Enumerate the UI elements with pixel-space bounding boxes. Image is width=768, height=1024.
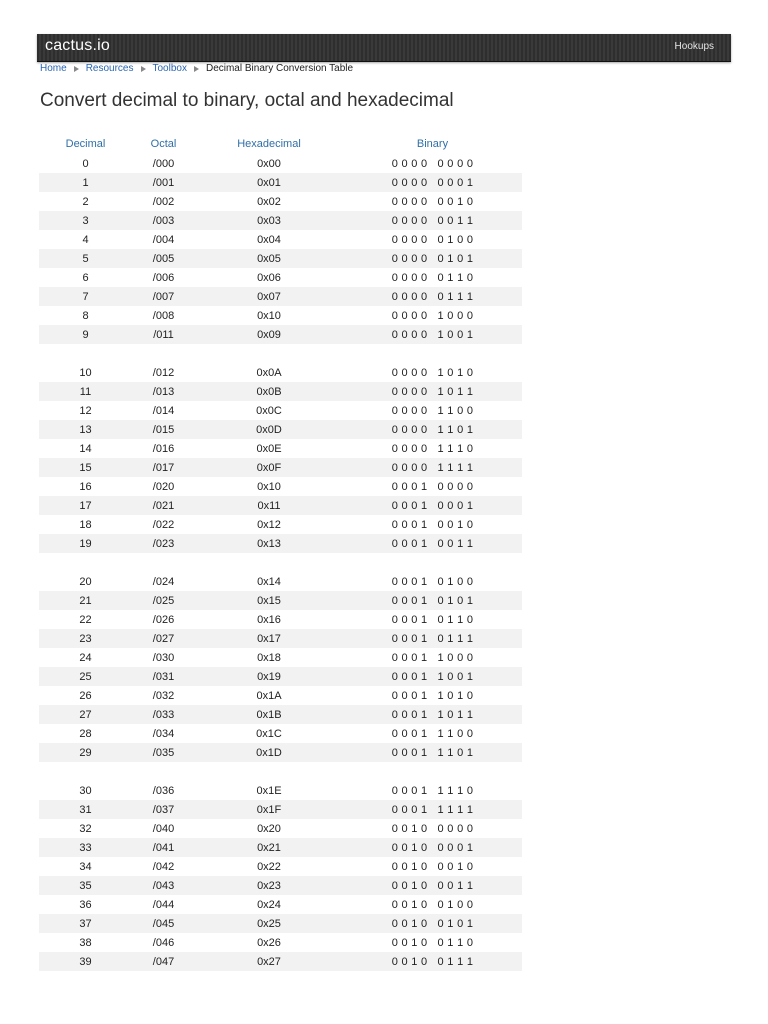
table-row (39, 648, 522, 667)
cell-decimal: 29 (39, 743, 132, 762)
chevron-right-icon (74, 66, 79, 72)
cell-decimal: 25 (39, 667, 132, 686)
table-row (39, 800, 522, 819)
cell-decimal: 17 (39, 496, 132, 515)
cell-octal: /016 (152, 442, 175, 455)
breadcrumb-resources[interactable]: Resources (85, 63, 134, 74)
cell-binary: 0 0 1 0 0 0 1 1 (343, 876, 522, 895)
cell-hexadecimal: 0x21 (195, 838, 343, 857)
cell-binary: 0 0 0 0 0 0 0 1 (343, 173, 522, 192)
cell-hexadecimal: 0x1C (256, 727, 282, 740)
cell-octal: /001 (132, 173, 195, 192)
cell-binary: 0 0 0 1 0 1 1 1 (343, 629, 522, 648)
table-row (39, 249, 522, 268)
cell-octal: /002 (152, 195, 175, 208)
cell-octal: /024 (152, 575, 175, 588)
cell-octal: /037 (132, 800, 195, 819)
cell-binary: 0 0 0 0 0 1 1 0 (391, 271, 474, 284)
cell-octal: /013 (132, 382, 195, 401)
cell-decimal: 23 (39, 629, 132, 648)
table-row (39, 382, 522, 401)
table-row (39, 857, 522, 876)
cell-hexadecimal: 0x18 (257, 651, 281, 664)
cell-octal: /011 (132, 325, 195, 344)
cell-hexadecimal: 0x03 (195, 211, 343, 230)
cell-binary: 0 0 1 0 0 0 0 0 (391, 822, 474, 835)
cell-octal: /014 (152, 404, 175, 417)
cell-hexadecimal: 0x17 (195, 629, 343, 648)
cell-hexadecimal: 0x02 (257, 195, 281, 208)
cell-decimal: 4 (82, 233, 89, 246)
cell-hexadecimal: 0x12 (257, 518, 281, 531)
nav-link-hookups[interactable]: Hookups (674, 41, 714, 52)
site-logo[interactable]: cactus.io (45, 37, 110, 54)
cell-octal: /043 (132, 876, 195, 895)
table-row (39, 211, 522, 230)
cell-decimal: 3 (39, 211, 132, 230)
table-row (39, 192, 522, 211)
cell-octal: /005 (132, 249, 195, 268)
cell-binary: 0 0 1 0 0 1 1 0 (391, 936, 474, 949)
cell-octal: /045 (132, 914, 195, 933)
table-row (39, 705, 522, 724)
cell-decimal: 39 (39, 952, 132, 971)
cell-decimal: 9 (39, 325, 132, 344)
cell-decimal: 37 (39, 914, 132, 933)
table-row (39, 363, 522, 382)
cell-octal: /020 (152, 480, 175, 493)
cell-hexadecimal: 0x04 (257, 233, 281, 246)
cell-binary: 0 0 1 0 0 0 0 1 (343, 838, 522, 857)
cell-octal: /004 (152, 233, 175, 246)
table-row (39, 743, 522, 762)
table-row (39, 610, 522, 629)
cell-decimal: 26 (79, 689, 92, 702)
cell-octal: /044 (152, 898, 175, 911)
cell-decimal: 27 (39, 705, 132, 724)
cell-hexadecimal: 0x01 (195, 173, 343, 192)
cell-binary: 0 0 0 1 0 1 0 1 (343, 591, 522, 610)
breadcrumb-toolbox[interactable]: Toolbox (152, 63, 187, 74)
cell-decimal: 33 (39, 838, 132, 857)
cell-binary: 0 0 1 0 0 0 1 0 (391, 860, 474, 873)
table-row (39, 420, 522, 439)
table-body (39, 154, 522, 971)
cell-binary: 0 0 0 0 1 0 1 0 (391, 366, 474, 379)
table-row (39, 439, 522, 458)
cell-octal: /012 (152, 366, 175, 379)
cell-hexadecimal: 0x16 (257, 613, 281, 626)
cell-octal: /034 (152, 727, 175, 740)
cell-octal: /031 (132, 667, 195, 686)
cell-hexadecimal: 0x25 (195, 914, 343, 933)
cell-binary: 0 0 1 0 0 1 0 1 (343, 914, 522, 933)
table-row (39, 591, 522, 610)
cell-binary: 0 0 0 0 1 1 1 0 (391, 442, 474, 455)
cell-hexadecimal: 0x26 (257, 936, 281, 949)
cell-hexadecimal: 0x19 (195, 667, 343, 686)
cell-octal: /047 (132, 952, 195, 971)
cell-binary: 0 0 0 1 0 0 0 0 (391, 480, 474, 493)
table-row (39, 629, 522, 648)
cell-hexadecimal: 0x24 (257, 898, 281, 911)
table-row (39, 477, 522, 496)
cell-octal: /008 (152, 309, 175, 322)
cell-decimal: 34 (79, 860, 92, 873)
table-row (39, 914, 522, 933)
top-navbar (37, 34, 731, 62)
cell-binary: 0 0 0 0 0 0 1 1 (343, 211, 522, 230)
table-row (39, 325, 522, 344)
cell-octal: /017 (132, 458, 195, 477)
cell-hexadecimal: 0x10 (257, 309, 281, 322)
cell-decimal: 11 (39, 382, 132, 401)
cell-binary: 0 0 0 0 0 1 0 0 (391, 233, 474, 246)
cell-binary: 0 0 1 0 0 1 0 0 (391, 898, 474, 911)
cell-binary: 0 0 0 1 0 1 0 0 (391, 575, 474, 588)
cell-binary: 0 0 0 0 0 1 1 1 (343, 287, 522, 306)
table-row (39, 781, 522, 800)
table-row (39, 458, 522, 477)
cell-hexadecimal: 0x27 (195, 952, 343, 971)
cell-binary: 0 0 0 0 0 1 0 1 (343, 249, 522, 268)
cell-hexadecimal: 0x20 (257, 822, 281, 835)
cell-binary: 0 0 0 1 1 1 0 0 (391, 727, 474, 740)
cell-octal: /015 (132, 420, 195, 439)
cell-hexadecimal: 0x0A (256, 366, 282, 379)
table-row (39, 838, 522, 857)
group-spacer (39, 553, 522, 572)
cell-octal: /006 (152, 271, 175, 284)
cell-decimal: 5 (39, 249, 132, 268)
cell-octal: /021 (132, 496, 195, 515)
column-header-binary: Binary (416, 137, 449, 150)
cell-decimal: 18 (79, 518, 92, 531)
cell-octal: /046 (152, 936, 175, 949)
cell-hexadecimal: 0x13 (195, 534, 343, 553)
cell-binary: 0 0 0 1 1 0 1 0 (391, 689, 474, 702)
cell-binary: 0 0 0 0 1 1 0 1 (343, 420, 522, 439)
cell-decimal: 19 (39, 534, 132, 553)
cell-decimal: 14 (79, 442, 92, 455)
spacer-cell (39, 762, 522, 781)
cell-octal: /041 (132, 838, 195, 857)
cell-decimal: 22 (79, 613, 92, 626)
table-row (39, 572, 522, 591)
cell-binary: 0 0 0 1 1 1 1 0 (391, 784, 474, 797)
cell-decimal: 30 (79, 784, 92, 797)
cell-hexadecimal: 0x1B (195, 705, 343, 724)
table-row (39, 819, 522, 838)
group-spacer (39, 762, 522, 781)
cell-decimal: 16 (79, 480, 92, 493)
cell-decimal: 28 (79, 727, 92, 740)
breadcrumb-current: Decimal Binary Conversion Table (205, 63, 354, 74)
cell-hexadecimal: 0x0E (256, 442, 282, 455)
cell-decimal: 38 (79, 936, 92, 949)
column-header-hexadecimal: Hexadecimal (237, 137, 301, 150)
cell-hexadecimal: 0x1A (256, 689, 282, 702)
cell-decimal: 15 (39, 458, 132, 477)
table-row (39, 895, 522, 914)
cell-decimal: 31 (39, 800, 132, 819)
column-header-octal: Octal (150, 137, 177, 150)
cell-octal: /035 (132, 743, 195, 762)
cell-hexadecimal: 0x22 (257, 860, 281, 873)
cell-decimal: 24 (79, 651, 92, 664)
cell-hexadecimal: 0x07 (195, 287, 343, 306)
cell-decimal: 2 (82, 195, 89, 208)
cell-hexadecimal: 0x0B (195, 382, 343, 401)
cell-decimal: 21 (39, 591, 132, 610)
table-row (39, 534, 522, 553)
cell-hexadecimal: 0x1D (195, 743, 343, 762)
chevron-right-icon (194, 66, 199, 72)
cell-binary: 0 0 0 0 1 1 0 0 (391, 404, 474, 417)
cell-binary: 0 0 0 0 1 1 1 1 (343, 458, 522, 477)
cell-decimal: 32 (79, 822, 92, 835)
table-row (39, 667, 522, 686)
cell-octal: /040 (152, 822, 175, 835)
table-row (39, 933, 522, 952)
cell-binary: 0 0 0 1 1 0 0 0 (391, 651, 474, 664)
cell-octal: /036 (152, 784, 175, 797)
table-row (39, 306, 522, 325)
cell-decimal: 10 (79, 366, 92, 379)
cell-binary: 0 0 0 0 0 0 0 0 (391, 157, 474, 170)
table-header-row (39, 133, 522, 154)
cell-decimal: 6 (82, 271, 89, 284)
conversion-table (39, 133, 522, 971)
table-row (39, 876, 522, 895)
cell-decimal: 8 (82, 309, 89, 322)
cell-hexadecimal: 0x1E (256, 784, 282, 797)
cell-hexadecimal: 0x0C (256, 404, 282, 417)
cell-binary: 0 0 0 1 0 0 1 1 (343, 534, 522, 553)
cell-octal: /007 (132, 287, 195, 306)
cell-binary: 0 0 0 1 1 0 0 1 (343, 667, 522, 686)
cell-decimal: 0 (82, 157, 89, 170)
cell-binary: 0 0 0 1 1 0 1 1 (343, 705, 522, 724)
cell-binary: 0 0 0 1 1 1 1 1 (343, 800, 522, 819)
cell-octal: /042 (152, 860, 175, 873)
cell-decimal: 7 (39, 287, 132, 306)
group-spacer (39, 344, 522, 363)
cell-hexadecimal: 0x15 (195, 591, 343, 610)
table-row (39, 515, 522, 534)
cell-hexadecimal: 0x05 (195, 249, 343, 268)
cell-octal: /033 (132, 705, 195, 724)
cell-octal: /025 (132, 591, 195, 610)
cell-octal: /032 (152, 689, 175, 702)
cell-hexadecimal: 0x09 (195, 325, 343, 344)
table-row (39, 686, 522, 705)
cell-hexadecimal: 0x14 (257, 575, 281, 588)
cell-hexadecimal: 0x06 (257, 271, 281, 284)
table-row (39, 287, 522, 306)
cell-decimal: 35 (39, 876, 132, 895)
table-row (39, 724, 522, 743)
cell-hexadecimal: 0x11 (195, 496, 343, 515)
column-header-decimal: Decimal (65, 137, 106, 150)
cell-hexadecimal: 0x00 (257, 157, 281, 170)
table-row (39, 154, 522, 173)
cell-binary: 0 0 0 1 0 0 1 0 (391, 518, 474, 531)
cell-octal: /000 (152, 157, 175, 170)
table-row (39, 268, 522, 287)
cell-binary: 0 0 0 0 1 0 0 0 (391, 309, 474, 322)
page-title: Convert decimal to binary, octal and hexadecimal (40, 90, 454, 111)
cell-binary: 0 0 0 0 1 0 1 1 (343, 382, 522, 401)
table-row (39, 230, 522, 249)
cell-hexadecimal: 0x1F (195, 800, 343, 819)
cell-decimal: 20 (79, 575, 92, 588)
cell-binary: 0 0 0 1 1 1 0 1 (343, 743, 522, 762)
cell-binary: 0 0 0 1 0 0 0 1 (343, 496, 522, 515)
table-row (39, 401, 522, 420)
cell-octal: /022 (152, 518, 175, 531)
cell-hexadecimal: 0x23 (195, 876, 343, 895)
breadcrumb-home[interactable]: Home (40, 63, 67, 74)
spacer-cell (39, 553, 522, 572)
table-row (39, 173, 522, 192)
cell-hexadecimal: 0x10 (257, 480, 281, 493)
cell-octal: /003 (132, 211, 195, 230)
breadcrumb (40, 63, 353, 74)
cell-hexadecimal: 0x0F (195, 458, 343, 477)
chevron-right-icon (141, 66, 146, 72)
cell-binary: 0 0 0 1 0 1 1 0 (391, 613, 474, 626)
cell-decimal: 1 (39, 173, 132, 192)
cell-binary: 0 0 0 0 1 0 0 1 (343, 325, 522, 344)
table-row (39, 496, 522, 515)
cell-decimal: 13 (39, 420, 132, 439)
cell-octal: /026 (152, 613, 175, 626)
cell-octal: /027 (132, 629, 195, 648)
cell-binary: 0 0 1 0 0 1 1 1 (343, 952, 522, 971)
spacer-cell (39, 344, 522, 363)
cell-decimal: 12 (79, 404, 92, 417)
cell-decimal: 36 (79, 898, 92, 911)
cell-octal: /030 (152, 651, 175, 664)
table-row (39, 952, 522, 971)
cell-octal: /023 (132, 534, 195, 553)
cell-binary: 0 0 0 0 0 0 1 0 (391, 195, 474, 208)
cell-hexadecimal: 0x0D (195, 420, 343, 439)
